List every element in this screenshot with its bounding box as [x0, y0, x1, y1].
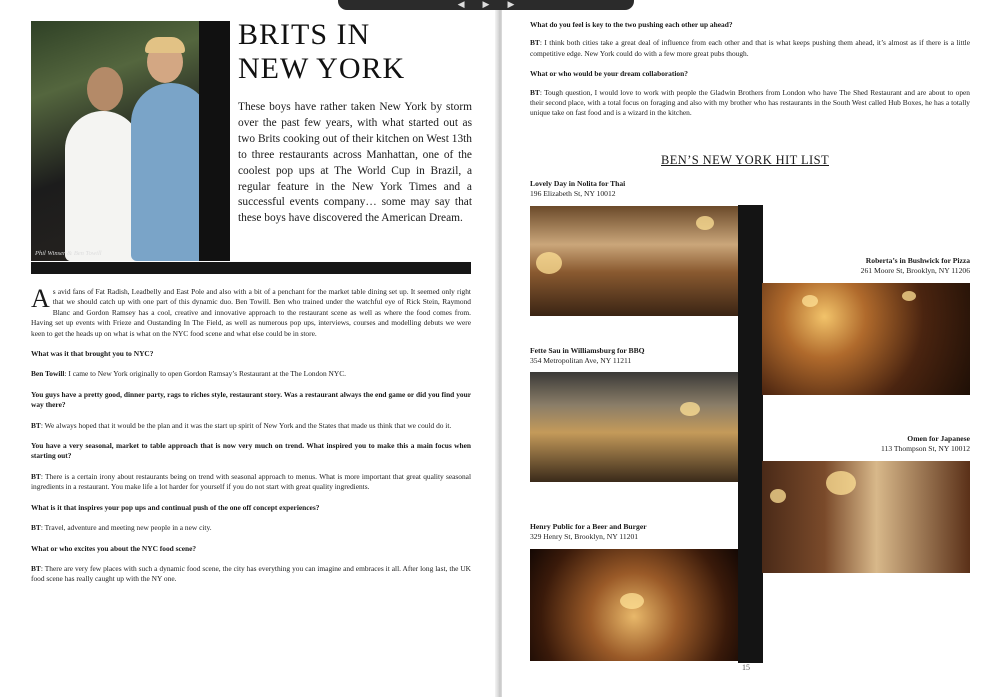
place-name: Fette Sau in Williamsburg for BBQ [530, 346, 645, 355]
speaker: BT [31, 471, 41, 481]
photo-bbq-restaurant [530, 372, 738, 482]
place-burger-label [530, 522, 647, 542]
question-6: What do you feel is key to the two pushing each other up ahead? [530, 20, 733, 29]
title-line-1: BRITS IN [238, 18, 371, 51]
question-5: What or who excites you about the NYC food scene? [31, 543, 197, 553]
hero-black-strip [199, 21, 230, 261]
answer-text: : We always hoped that it would be the plan and it was the start up spirit of New York and the States that made us think that we could do it. [40, 420, 452, 430]
right-qa [530, 20, 970, 119]
place-thai-label [530, 179, 625, 199]
article-title [238, 18, 405, 86]
question-3: You have a very seasonal, market to table approach that is now very much on trend. What inspired you to make this a main focus when starting out? [31, 441, 471, 461]
answer-text: : There is a certain irony about restaurants being on trend with seasonal approach to menus. What is more important that great quality seasonal ingredients in a restaurant. You make life a lot harder for yourself if you do not start with great quality ingredients. [31, 471, 471, 492]
speaker: BT [31, 523, 41, 533]
question-2: You guys have a pretty good, dinner party, rags to riches style, restaurant story. Was a restaurant always the end game or did you find your way there? [31, 389, 471, 410]
place-address: 354 Metropolitan Ave, NY 11211 [530, 356, 632, 365]
place-name: Roberta’s in Bushwick for Pizza [865, 256, 970, 265]
photo-burger-bar [530, 549, 738, 661]
photo-thai-restaurant [530, 206, 738, 316]
place-japanese-label [762, 434, 970, 454]
place-address: 196 Elizabeth St, NY 10012 [530, 189, 616, 198]
page-number: 15 [742, 663, 750, 672]
answer-6 [530, 38, 970, 59]
speaker: Ben Towill [31, 369, 65, 379]
speaker: BT [31, 563, 41, 573]
answer-text: : I think both cities take a great deal of influence from each other and that is what keeps pushing them ahead, it’s almost as if there is a little competitive edge. New York could do with a few more great pubs though. [530, 38, 970, 58]
hero-photo [31, 21, 230, 261]
next-icon[interactable]: ▶ [507, 0, 515, 10]
answer-text: : Tough question, I would love to work with people the Gladwin Brothers from London who have The Shed Restaurant and are about to open their second place, with a total focus on foraging and also with my brother who has restaurants in the South West called Hub Boxes, he has a totally unique take on fast food and is a wizard in the kitchen. [530, 87, 970, 118]
place-pizza-label [762, 256, 970, 276]
prev-icon[interactable]: ◀ [457, 0, 465, 10]
answer-text: : I came to New York originally to open Gordon Ramsay’s Restaurant at the The London NYC. [64, 369, 346, 379]
answer-text: : There are very few places with such a dynamic food scene, the city has everything you can imagine and embraces it all. After long last, the UK food scene has really caught up with the NY one. [31, 563, 471, 584]
title-line-2: NEW YORK [238, 52, 406, 85]
lamp-glow [826, 471, 856, 495]
lamp-glow [802, 295, 818, 307]
lead-text: s avid fans of Fat Radish, Leadbelly and East Pole and also with a bit of a penchant for the market table dining set up. It seemed only right that we should catch up with one part of this dynamic duo. Ben Towill. Ben who trained under the watchful eye of Rick Stein, Raymond Blanc and Gordon Ramsey has a cool, creative and innovative approach to the restaurant scene as well as where the food comes from. Having set up events with Frieze and Oustanding In The Field, as well as numerous pop ups, interviews, courses and modelling debuts we were keen to get the heads up on what is what on the NYC food scene and what else could be in store. [31, 287, 471, 338]
article-body [31, 284, 471, 595]
photo-caption: Phil Winser & Ben Towill [35, 250, 102, 257]
dropcap: A [31, 284, 50, 313]
speaker: BT [530, 87, 540, 97]
photo-japanese-restaurant [762, 461, 970, 573]
photo-pizza-restaurant [762, 283, 970, 395]
lamp-glow [620, 593, 644, 609]
play-icon[interactable]: ▶ [482, 0, 490, 10]
right-page [502, 0, 1000, 697]
answer-3 [31, 472, 471, 493]
lamp-glow [902, 291, 916, 301]
lamp-glow [770, 489, 786, 503]
lamp-glow [680, 402, 700, 416]
speaker: BT [31, 420, 41, 430]
place-name: Henry Public for a Beer and Burger [530, 522, 647, 531]
answer-5 [31, 564, 471, 585]
question-4: What is it that inspires your pop ups and continual push of the one off concept experiences? [31, 502, 320, 512]
speaker: BT [530, 38, 540, 48]
question-7: What or who would be your dream collaboration? [530, 69, 688, 79]
black-bar [738, 205, 763, 663]
answer-2 [31, 421, 471, 431]
lamp-glow [696, 216, 714, 230]
black-rule [31, 262, 471, 274]
answer-1 [31, 369, 471, 379]
left-page [0, 0, 498, 697]
hit-list-heading: BEN’S NEW YORK HIT LIST [661, 153, 829, 167]
person-left [65, 111, 141, 261]
lead-paragraph [31, 284, 471, 339]
lamp-glow [536, 252, 562, 274]
place-name: Omen for Japanese [907, 434, 970, 443]
place-name: Lovely Day in Nolita for Thai [530, 179, 626, 188]
answer-4 [31, 523, 471, 533]
answer-text: : Travel, adventure and meeting new people in a new city. [40, 523, 212, 533]
person-right-hair [145, 37, 185, 53]
place-address: 329 Henry St, Brooklyn, NY 11201 [530, 532, 639, 541]
place-bbq-label [530, 346, 645, 366]
person-left-head [87, 67, 123, 111]
answer-7 [530, 88, 970, 119]
place-address: 261 Moore St, Brooklyn, NY 11206 [860, 266, 970, 275]
reader-toolbar [338, 0, 634, 10]
intro-paragraph: These boys have rather taken New York by storm over the past few years, with what started out as two Brits cooking out of their kitchen on West 13th to three restaurants across Manhattan, one of the coolest pop ups at The World Cup in Brazil, a regular feature in the New York Times and a successful events company… some may say that these boys have discovered the American Dream. [238, 101, 472, 225]
question-1: What was it that brought you to NYC? [31, 349, 154, 359]
place-address: 113 Thompson St, NY 10012 [881, 444, 970, 453]
